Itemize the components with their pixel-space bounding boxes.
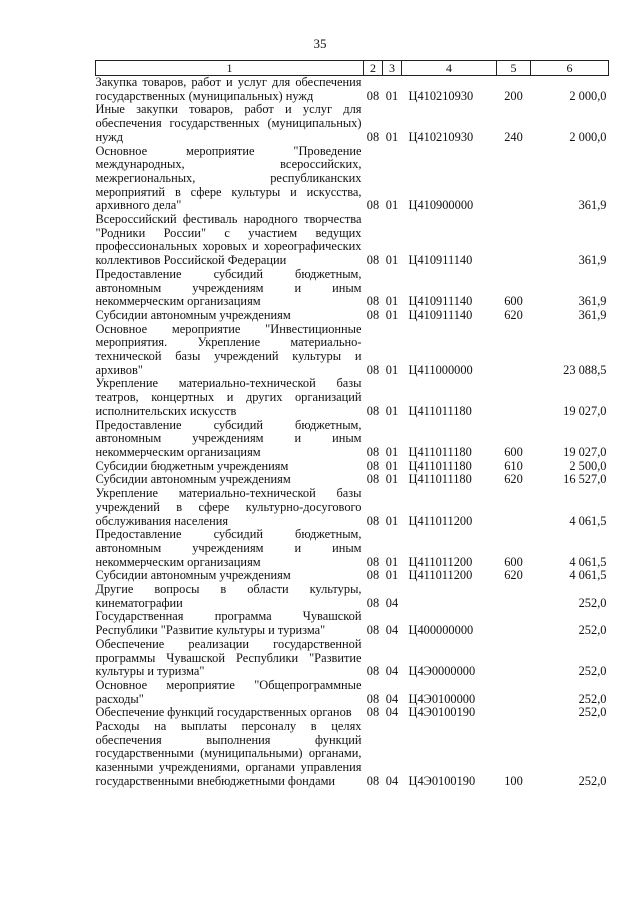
table-row	[96, 528, 609, 569]
row-subsection-code: 01	[385, 403, 399, 418]
row-name: Обеспечение функций государственных органов	[95, 705, 352, 720]
row-section-code: 08	[366, 513, 380, 528]
row-amount: 361,9	[578, 198, 607, 213]
column-header-1: 1	[96, 61, 364, 76]
row-section-code: 08	[366, 129, 380, 144]
row-subsection-code: 01	[385, 472, 399, 487]
row-target-article	[402, 583, 497, 610]
row-subsection-code: 04	[385, 595, 399, 610]
table-row	[96, 487, 609, 528]
row-subsection-code: 01	[385, 458, 399, 473]
row-expense-type	[497, 610, 531, 637]
row-expense-type: 620	[504, 472, 523, 487]
row-section-code: 08	[366, 458, 380, 473]
table-row	[96, 213, 609, 268]
row-target-article: Ц411011200	[408, 513, 473, 528]
row-section-code: 08	[366, 705, 380, 720]
row-subsection-code: 01	[385, 513, 399, 528]
table-row	[96, 377, 609, 418]
row-amount: 19 027,0	[563, 403, 607, 418]
row-name: Укрепление материально-технической базы театров, концертных и других организаций исполнительских искусств	[95, 376, 362, 418]
row-target-article: Ц410911140	[408, 307, 473, 322]
row-section-code: 08	[366, 253, 380, 268]
column-number-row	[96, 61, 609, 76]
row-name: Обеспечение реализации государственной программы Чувашской Республики "Развитие культуры и туризма"	[95, 636, 362, 679]
row-subsection-code: 04	[385, 623, 399, 638]
row-name: Другие вопросы в области культуры, кинематографии	[95, 582, 362, 610]
row-expense-type: 240	[504, 129, 523, 144]
row-section-code: 08	[366, 568, 380, 583]
row-target-article: Ц4Э0100190	[408, 773, 476, 788]
row-name: Укрепление материально-технической базы учреждений в сфере культурно-досугового обслуживания населения	[95, 486, 362, 528]
row-section-code: 08	[366, 307, 380, 322]
row-name: Предоставление субсидий бюджетным, автономным учреждениям и иным некоммерческим организациям	[95, 417, 362, 459]
table-row	[96, 76, 609, 104]
column-header-4: 4	[402, 61, 497, 76]
budget-table	[95, 60, 609, 789]
row-amount: 361,9	[578, 307, 607, 322]
row-expense-type	[497, 583, 531, 610]
row-target-article: Ц411011180	[408, 458, 472, 473]
table-row	[96, 638, 609, 679]
row-amount: 16 527,0	[563, 472, 607, 487]
row-target-article: Ц410900000	[408, 198, 474, 213]
column-header-3: 3	[383, 61, 402, 76]
row-target-article: Ц411011180	[408, 472, 472, 487]
column-header-2: 2	[364, 61, 383, 76]
row-name: Предоставление субсидий бюджетным, автономным учреждениям и иным некоммерческим организациям	[95, 527, 362, 569]
row-target-article: Ц4Э0100000	[408, 691, 476, 706]
row-name: Предоставление субсидий бюджетным, автономным учреждениям и иным некоммерческим организациям	[95, 266, 362, 309]
row-target-article: Ц4Э0000000	[408, 664, 476, 679]
row-subsection-code: 01	[385, 253, 399, 268]
row-section-code: 08	[366, 623, 380, 638]
table-row	[96, 419, 609, 460]
row-section-code: 08	[366, 198, 380, 213]
row-expense-type	[497, 377, 531, 418]
row-name: Основное мероприятие "Проведение международных, всероссийских, межрегиональных, республиканских мероприятий в сфере культуры и искусства, архивного дела"	[95, 143, 362, 213]
row-name: Всероссийский фестиваль народного творчества "Родники России" с участием ведущих профессиональных хоровых и хореографических коллективов Российской Федерации	[95, 212, 362, 268]
row-amount: 4 061,5	[569, 568, 607, 583]
table-row	[96, 679, 609, 706]
row-target-article: Ц410911140	[408, 294, 473, 309]
row-section-code: 08	[366, 294, 380, 309]
row-section-code: 08	[366, 691, 380, 706]
row-amount: 2 500,0	[569, 458, 607, 473]
row-subsection-code: 04	[385, 773, 399, 788]
table-row	[96, 706, 609, 720]
row-name: Субсидии бюджетным учреждениям	[95, 458, 289, 473]
table-row	[96, 610, 609, 637]
row-expense-type	[497, 679, 531, 706]
row-subsection-code: 01	[385, 554, 399, 569]
row-amount: 23 088,5	[563, 362, 607, 377]
row-amount: 252,0	[578, 595, 607, 610]
page-number: 35	[313, 36, 327, 51]
row-target-article: Ц411011180	[408, 444, 472, 459]
row-target-article: Ц410210930	[408, 129, 474, 144]
row-amount: 19 027,0	[563, 444, 607, 459]
column-header-5: 5	[497, 61, 531, 76]
row-expense-type	[497, 213, 531, 268]
row-expense-type: 610	[504, 458, 523, 473]
row-subsection-code: 01	[385, 362, 399, 377]
row-amount: 2 000,0	[569, 129, 607, 144]
row-expense-type	[497, 323, 531, 378]
row-amount: 252,0	[578, 691, 607, 706]
row-name: Субсидии автономным учреждениям	[95, 307, 291, 322]
row-section-code: 08	[366, 595, 380, 610]
row-section-code: 08	[366, 444, 380, 459]
row-expense-type	[497, 706, 531, 720]
row-amount: 252,0	[578, 623, 607, 638]
row-amount: 361,9	[578, 294, 607, 309]
row-section-code: 08	[366, 472, 380, 487]
row-subsection-code: 04	[385, 664, 399, 679]
table-row	[96, 309, 609, 323]
row-target-article: Ц411011180	[408, 403, 472, 418]
table-row	[96, 473, 609, 487]
row-amount: 252,0	[578, 773, 607, 788]
row-amount: 4 061,5	[569, 554, 607, 569]
row-amount: 2 000,0	[569, 88, 607, 103]
row-target-article: Ц411011200	[408, 554, 473, 569]
row-expense-type: 600	[504, 444, 523, 459]
column-header-6: 6	[531, 61, 609, 76]
row-expense-type	[497, 638, 531, 679]
row-section-code: 08	[366, 362, 380, 377]
row-subsection-code: 01	[385, 307, 399, 322]
row-subsection-code: 01	[385, 88, 399, 103]
row-subsection-code: 01	[385, 198, 399, 213]
row-amount: 4 061,5	[569, 513, 607, 528]
row-name: Основное мероприятие "Инвестиционные мероприятия. Укрепление материально-технической базы учреждений культуры и архивов"	[95, 321, 362, 377]
table-row	[96, 323, 609, 378]
table-row	[96, 145, 609, 214]
row-section-code: 08	[366, 773, 380, 788]
row-name: Иные закупки товаров, работ и услуг для обеспечения государственных (муниципальных) нужд	[95, 102, 362, 144]
row-amount: 361,9	[578, 253, 607, 268]
row-name: Субсидии автономным учреждениям	[95, 568, 291, 583]
row-name: Закупка товаров, работ и услуг для обеспечения государственных (муниципальных) нужд	[95, 75, 362, 103]
row-subsection-code: 04	[385, 691, 399, 706]
row-target-article: Ц4Э0100190	[408, 705, 476, 720]
row-name: Субсидии автономным учреждениям	[95, 472, 291, 487]
row-expense-type	[497, 487, 531, 528]
row-amount: 252,0	[578, 664, 607, 679]
row-section-code: 08	[366, 403, 380, 418]
table-row	[96, 720, 609, 789]
row-section-code: 08	[366, 88, 380, 103]
table-row	[96, 569, 609, 583]
row-expense-type: 600	[504, 554, 523, 569]
row-target-article: Ц400000000	[408, 623, 474, 638]
row-subsection-code: 04	[385, 705, 399, 720]
row-section-code: 08	[366, 664, 380, 679]
row-name: Расходы на выплаты персоналу в целях обеспечения выполнения функций государственными (муниципальными) органами, казенными учреждениями, органами управления государственными внебюджетными фондами	[95, 719, 362, 788]
row-section-code: 08	[366, 554, 380, 569]
row-target-article: Ц410911140	[408, 253, 473, 268]
table-row	[96, 103, 609, 144]
row-expense-type: 200	[504, 88, 523, 103]
row-expense-type	[497, 145, 531, 214]
row-subsection-code: 01	[385, 294, 399, 309]
row-target-article: Ц411011200	[408, 568, 473, 583]
row-expense-type: 620	[504, 568, 523, 583]
row-expense-type: 100	[504, 773, 523, 788]
row-amount: 252,0	[578, 705, 607, 720]
row-subsection-code: 01	[385, 444, 399, 459]
row-subsection-code: 01	[385, 568, 399, 583]
row-target-article: Ц410210930	[408, 88, 474, 103]
row-expense-type: 620	[504, 307, 523, 322]
table-row	[96, 268, 609, 309]
table-row	[96, 460, 609, 474]
row-expense-type: 600	[504, 294, 523, 309]
row-name: Основное мероприятие "Общепрограммные расходы"	[95, 677, 362, 706]
row-name: Государственная программа Чувашской Республики "Развитие культуры и туризма"	[95, 609, 362, 638]
table-row	[96, 583, 609, 610]
row-subsection-code: 01	[385, 129, 399, 144]
row-target-article: Ц411000000	[408, 362, 473, 377]
